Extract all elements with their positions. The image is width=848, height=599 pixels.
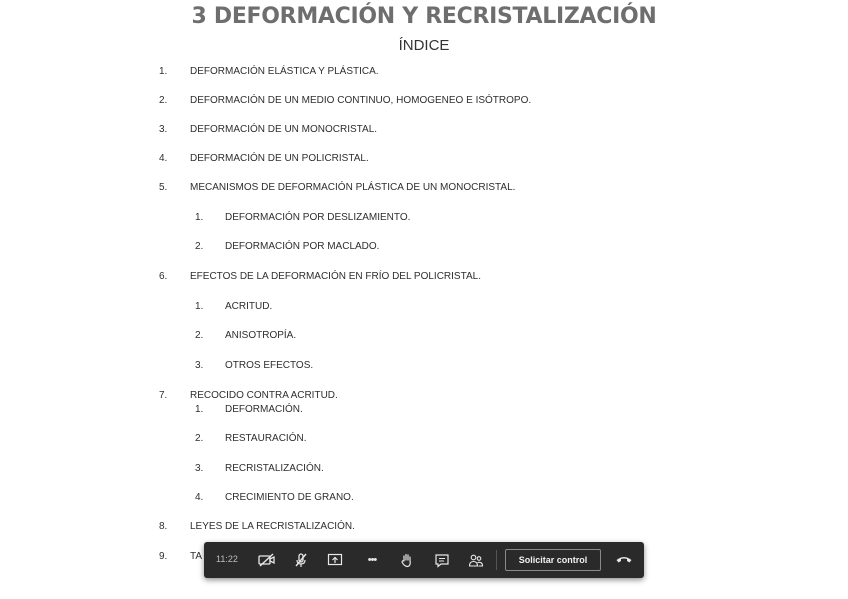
toc-number: 7. bbox=[159, 390, 168, 401]
toc-number: 2. bbox=[195, 330, 204, 341]
participants-icon bbox=[468, 553, 484, 568]
chat-button[interactable] bbox=[429, 549, 455, 571]
toc-number: 2. bbox=[195, 241, 204, 252]
toc-text: RECOCIDO CONTRA ACRITUD. bbox=[190, 390, 338, 401]
toc-text: ACRITUD. bbox=[225, 301, 273, 312]
toc-text: ANISOTROPÍA. bbox=[225, 330, 297, 341]
chat-icon bbox=[434, 553, 450, 568]
toc-text: TA bbox=[190, 551, 203, 562]
share-screen-icon bbox=[327, 553, 343, 567]
toolbar-divider bbox=[496, 550, 497, 570]
toc-number: 8. bbox=[159, 521, 168, 532]
camera-off-icon bbox=[258, 553, 276, 567]
toc-text: DEFORMACIÓN DE UN MEDIO CONTINUO, HOMOGENEO E ISÓTROPO. bbox=[190, 95, 532, 106]
toc-number: 4. bbox=[195, 492, 204, 503]
mic-toggle-button[interactable] bbox=[288, 549, 314, 571]
toc-text: RESTAURACIÓN. bbox=[225, 433, 307, 444]
toc-text: DEFORMACIÓN ELÁSTICA Y PLÁSTICA. bbox=[190, 66, 379, 77]
raise-hand-icon bbox=[399, 552, 415, 568]
camera-toggle-button[interactable] bbox=[254, 549, 280, 571]
toc-text: RECRISTALIZACIÓN. bbox=[225, 463, 324, 474]
more-icon: ••• bbox=[367, 554, 377, 566]
toc-text: DEFORMACIÓN. bbox=[225, 404, 303, 415]
toc-number: 3. bbox=[159, 124, 168, 135]
toc-text: DEFORMACIÓN POR MACLADO. bbox=[225, 241, 380, 252]
toc-number: 1. bbox=[159, 66, 168, 77]
toc-text: EFECTOS DE LA DEFORMACIÓN EN FRÍO DEL POLICRISTAL. bbox=[190, 271, 481, 282]
toc-text: LEYES DE LA RECRISTALIZACIÓN. bbox=[190, 521, 355, 532]
mic-off-icon bbox=[293, 552, 309, 568]
toc-text: DEFORMACIÓN POR DESLIZAMIENTO. bbox=[225, 212, 411, 223]
toc-number: 2. bbox=[195, 433, 204, 444]
toc-text: DEFORMACIÓN DE UN MONOCRISTAL. bbox=[190, 124, 378, 135]
toc-number: 3. bbox=[195, 360, 204, 371]
toc-number: 3. bbox=[195, 463, 204, 474]
toc-text: DEFORMACIÓN DE UN POLICRISTAL. bbox=[190, 153, 369, 164]
toc-number: 1. bbox=[195, 301, 204, 312]
toc-text: OTROS EFECTOS. bbox=[225, 360, 314, 371]
participants-button[interactable] bbox=[463, 549, 489, 571]
toc-number: 9. bbox=[159, 551, 168, 562]
toc-number: 5. bbox=[159, 182, 168, 193]
meeting-duration: 11:22 bbox=[216, 554, 238, 564]
toc-text: CRECIMIENTO DE GRANO. bbox=[225, 492, 354, 503]
raise-hand-button[interactable] bbox=[394, 549, 420, 571]
meeting-control-bar bbox=[204, 542, 644, 578]
hang-up-button[interactable] bbox=[611, 549, 637, 571]
toc-number: 1. bbox=[195, 404, 204, 415]
slide-title: 3 DEFORMACIÓN Y RECRISTALIZACIÓN bbox=[191, 4, 657, 29]
hang-up-icon bbox=[615, 551, 633, 569]
toc-number: 1. bbox=[195, 212, 204, 223]
request-control-button[interactable]: Solicitar control bbox=[505, 549, 601, 571]
more-options-button[interactable] bbox=[359, 549, 385, 571]
toc-text: MECANISMOS DE DEFORMACIÓN PLÁSTICA DE UN MONOCRISTAL. bbox=[190, 182, 516, 193]
toc-number: 6. bbox=[159, 271, 168, 282]
toc-number: 2. bbox=[159, 95, 168, 106]
toc-number: 4. bbox=[159, 153, 168, 164]
share-screen-button[interactable] bbox=[322, 549, 348, 571]
slide-subtitle: ÍNDICE bbox=[398, 37, 450, 54]
